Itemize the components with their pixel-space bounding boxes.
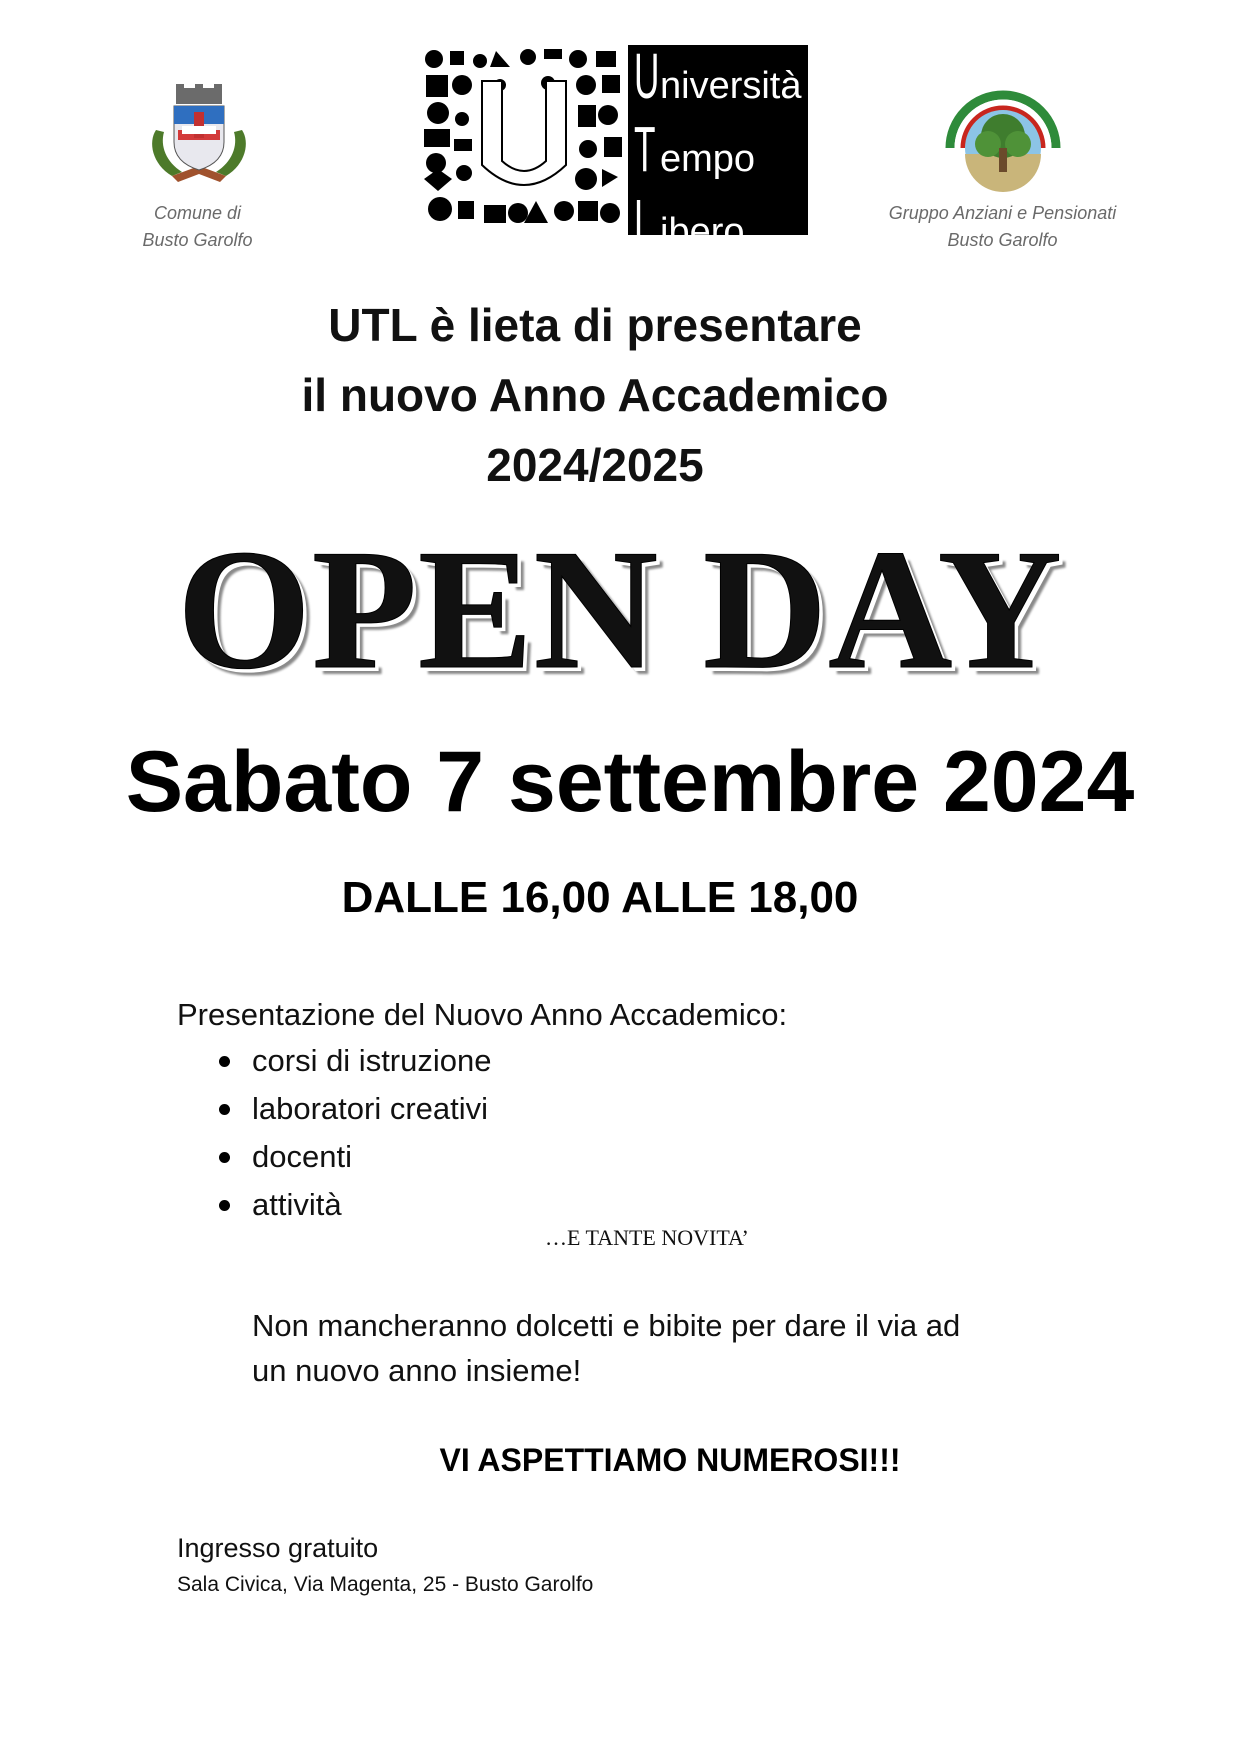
utl-line-libero (628, 186, 808, 264)
entry-note: Ingresso gratuito (177, 1533, 379, 1563)
closing-call: VI ASPETTIAMO NUMEROSI!!! (439, 1442, 901, 1478)
utl-line-universita (628, 40, 808, 118)
list-item (215, 1133, 491, 1181)
event-title: OPEN DAY (177, 515, 1063, 705)
pensioners-group-caption (860, 200, 1145, 254)
caption-line: Comune di (153, 203, 242, 223)
list-item-text: attività (252, 1187, 342, 1222)
venue-address: Sala Civica, Via Magenta, 25 - Busto Garolfo (177, 1573, 594, 1596)
list-item (215, 1181, 491, 1229)
list-item (215, 1085, 491, 1133)
intro-line: 2024/2025 (486, 439, 704, 491)
bullet-icon (219, 1056, 230, 1067)
program-list (215, 1037, 491, 1229)
event-date: Sabato 7 settembre 2024 (125, 734, 1135, 830)
presentation-label: Presentazione del Nuovo Anno Accademico: (177, 997, 788, 1032)
list-item (215, 1037, 491, 1085)
event-hours: DALLE 16,00 ALLE 18,00 (341, 873, 859, 922)
extra-news-note: …E TANTE NOVITA’ (545, 1225, 749, 1250)
caption-line: Busto Garolfo (142, 230, 253, 250)
intro-line: il nuovo Anno Accademico (301, 369, 889, 421)
municipality-caption (110, 200, 285, 254)
refreshments-line: un nuovo anno insieme! (252, 1353, 582, 1388)
logo-word: niversità (660, 65, 802, 107)
utl-line-tempo (628, 113, 808, 191)
logo-word: empo (660, 138, 756, 180)
intro-line: UTL è lieta di presentare (328, 299, 862, 351)
utl-wordmark (628, 40, 808, 258)
refreshments-note (252, 1303, 1112, 1393)
initial-letter: U (634, 40, 660, 112)
logo-word: ibero (660, 211, 745, 253)
initial-letter: T (634, 113, 656, 185)
bullet-icon (219, 1104, 230, 1115)
initial-letter: L (634, 186, 654, 258)
list-item-text: docenti (252, 1139, 352, 1174)
municipal-crest-icon (142, 78, 256, 186)
refreshments-line: Non mancheranno dolcetti e bibite per dare il via ad (252, 1308, 961, 1343)
bullet-icon (219, 1152, 230, 1163)
list-item-text: corsi di istruzione (252, 1043, 492, 1078)
caption-line: Gruppo Anziani e Pensionati (888, 203, 1117, 223)
intro-heading (150, 290, 1040, 500)
caption-line: Busto Garolfo (947, 230, 1058, 250)
tree-emblem-icon (938, 78, 1068, 193)
utl-symbols-logo (418, 45, 628, 235)
list-item-text: laboratori creativi (252, 1091, 489, 1126)
bullet-icon (219, 1200, 230, 1211)
